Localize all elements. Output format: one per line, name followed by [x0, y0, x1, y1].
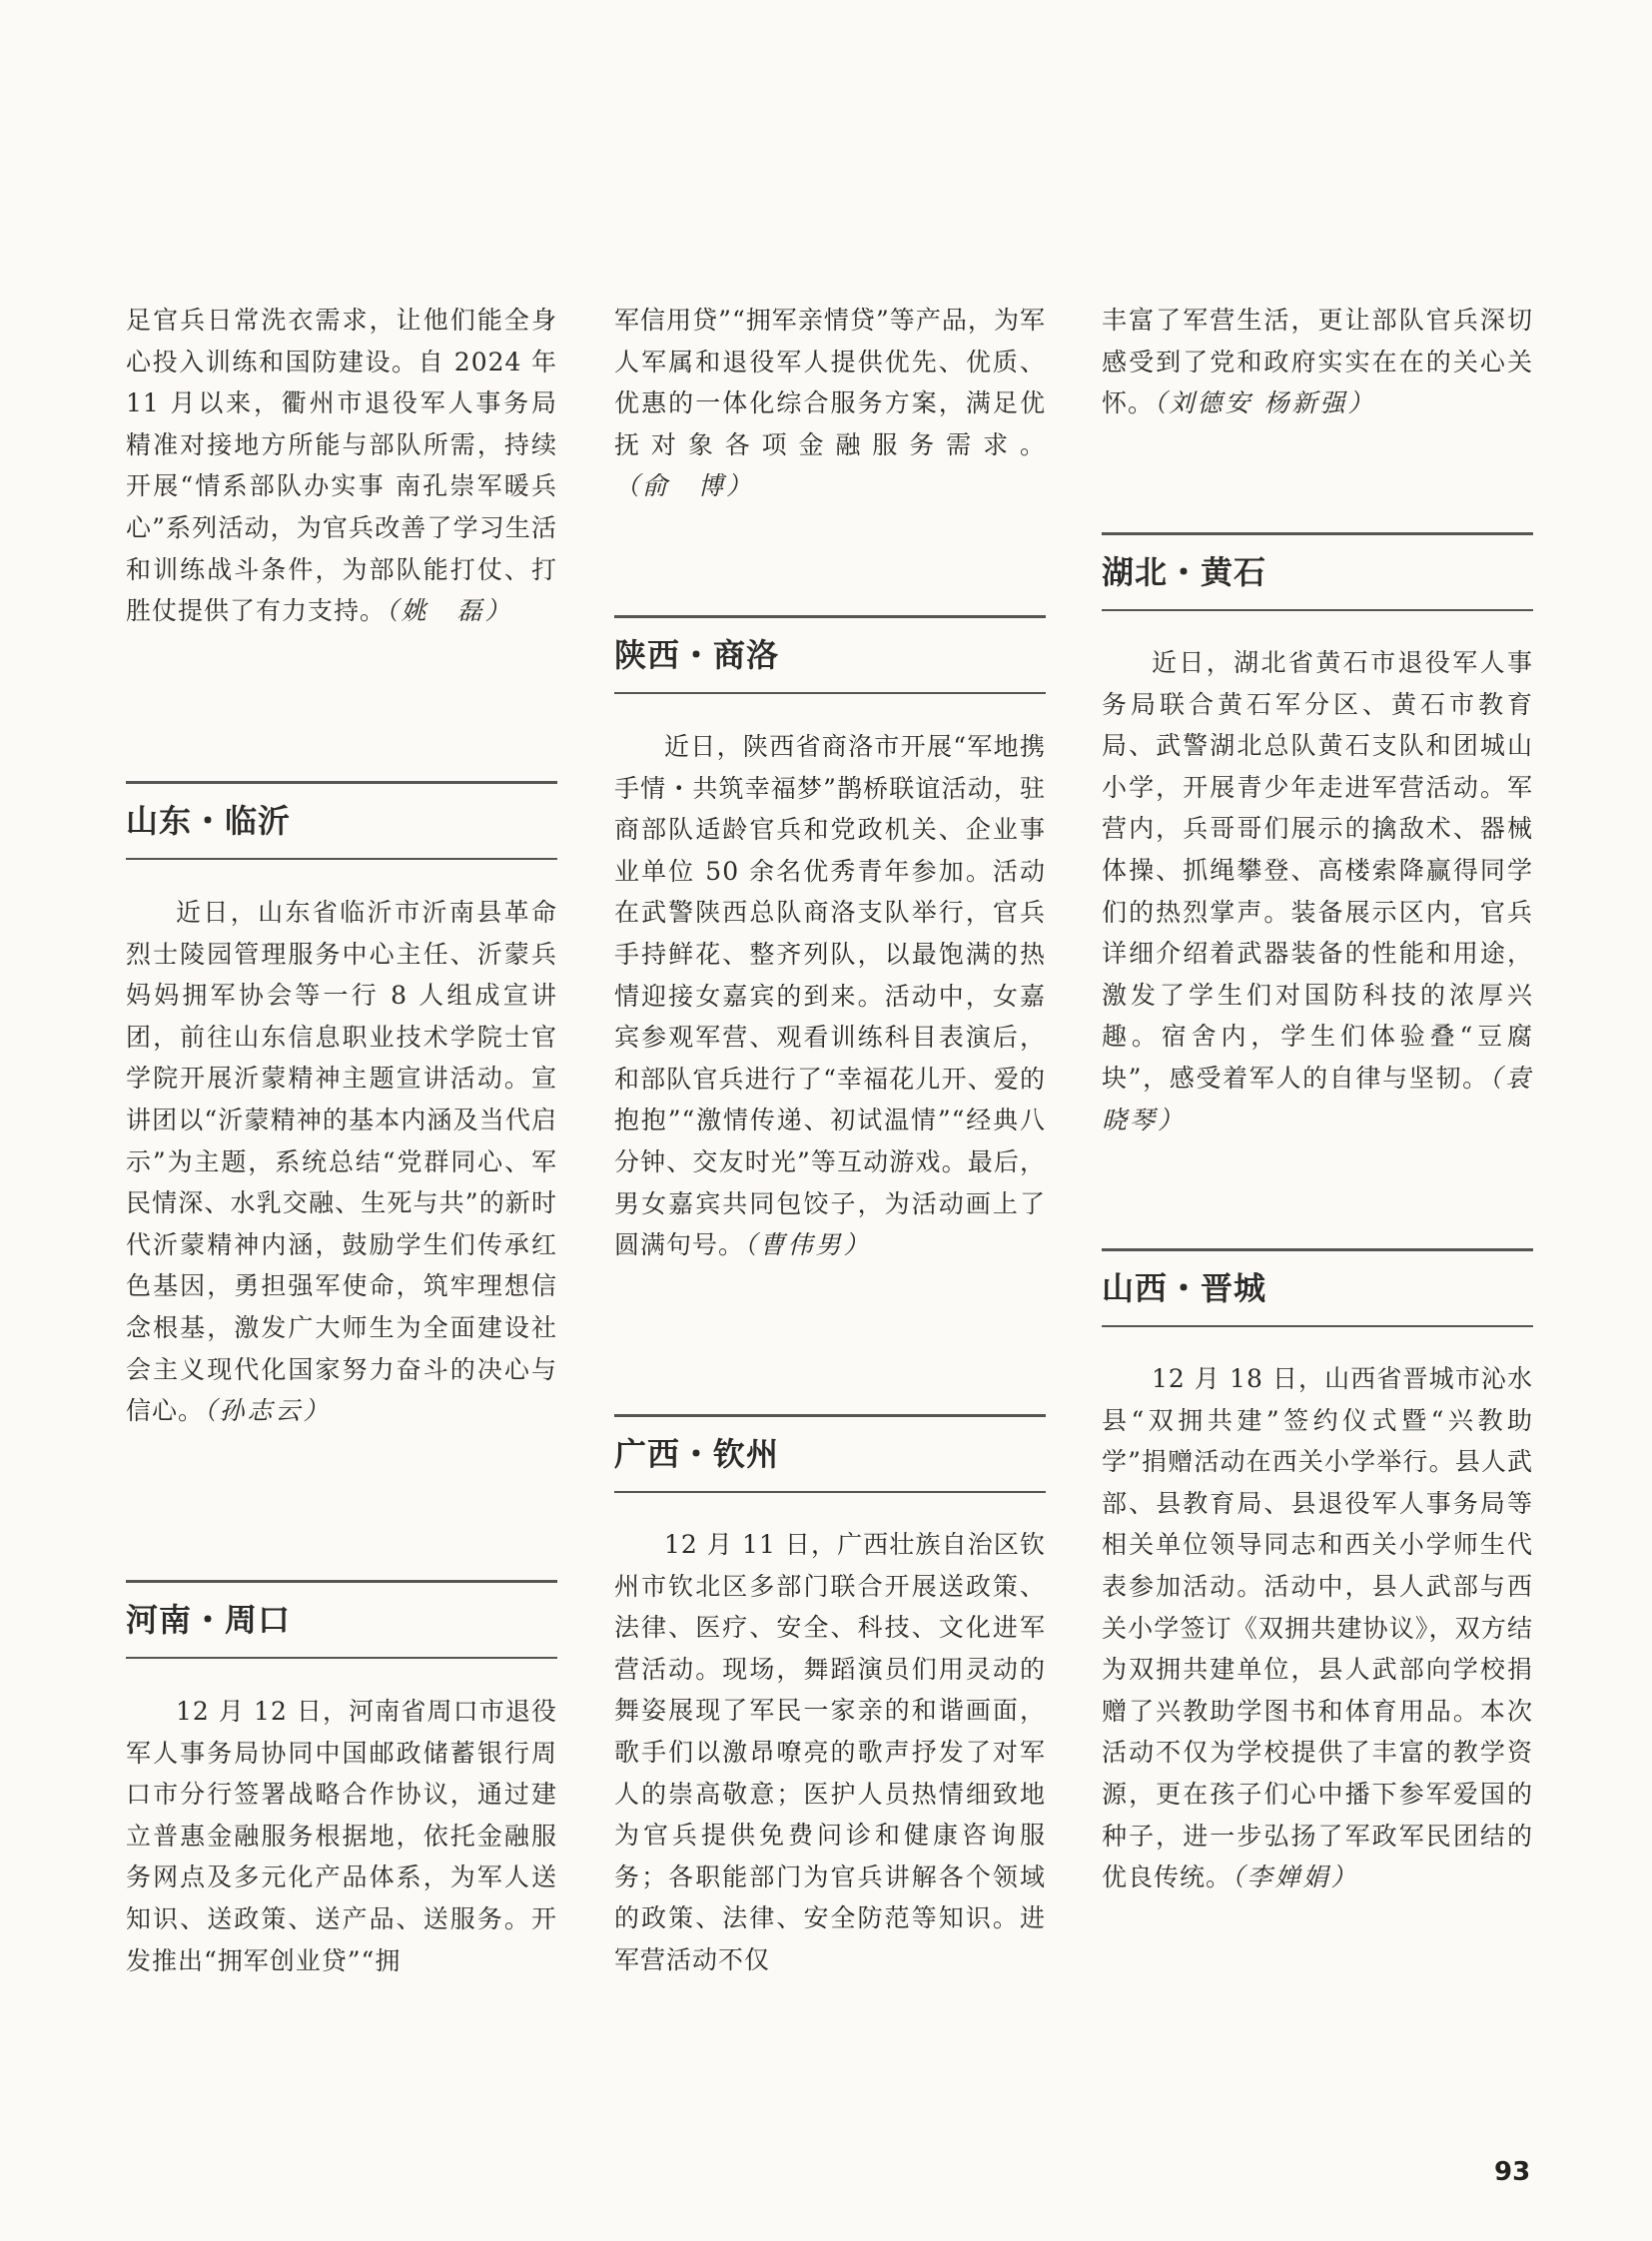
author-byline: （俞 博） [614, 471, 755, 501]
section-shanxi [1102, 1248, 1533, 1327]
section-heading: 广西・钦州 [614, 1435, 780, 1473]
article-text: 丰富了军营生活，更让部队官兵深切感受到了党和政府实实在在的关心关怀。（刘德安 杨新强） [1102, 306, 1533, 418]
section-rule-bottom [126, 1657, 557, 1659]
section-hubei [1102, 532, 1533, 611]
section-shandong [126, 781, 557, 860]
article-text: 12 月 11 日，广西壮族自治区钦州市钦北区多部门联合开展送政策、法律、医疗、安全、科技、文化进军营活动。现场，舞蹈演员们用灵动的舞姿展现了军民一家亲的和谐画面，歌手们以激昂嘹亮的歌声抒发了对军人的崇高敬意；医护人员热情细致地为官兵提供免费问诊和健康咨询服务；各职能部门为官兵讲解各个领域的政策、法律、安全防范等知识。进军营活动不仅 [614, 1530, 1046, 1974]
section-heading: 湖北・黄石 [1102, 553, 1267, 591]
article-text: 12 月 18 日，山西省晋城市沁水县“双拥共建”签约仪式暨“兴教助学”捐赠活动在西关小学举行。县人武部、县教育局、县退役军人事务局等相关单位领导同志和西关小学师生代表参加活动。活动中，县人武部与西关小学签订《双拥共建协议》，双方结为双拥共建单位，县人武部向学校捐赠了兴教助学图书和体育用品。本次活动不仅为学校提供了丰富的教学资源，更在孩子们心中播下参军爱国的种子，进一步弘扬了军政军民团结的优良传统。（李婵娟） [1102, 1364, 1533, 1892]
section-shanxi-body [1102, 1358, 1533, 1898]
col3-guangxi-cont [1102, 300, 1533, 424]
section-shaanxi [614, 615, 1046, 694]
author-byline: （刘德安 杨新强） [1154, 388, 1376, 418]
col1-intro [126, 300, 557, 632]
section-guangxi [614, 1414, 1046, 1493]
article-text: 12 月 12 日，河南省周口市退役军人事务局协同中国邮政储蓄银行周口市分行签署战略合作协议，通过建立普惠金融服务根据地，依托金融服务网点及多元化产品体系，为军人送知识、送政策、送产品、送服务。开发推出“拥军创业贷”“拥 [126, 1697, 557, 1975]
section-shandong-body [126, 892, 557, 1432]
section-heading: 山东・临沂 [126, 802, 292, 840]
section-shaanxi-body [614, 726, 1046, 1266]
page-number: 93 [1494, 2157, 1531, 2187]
author-byline: （孙志云） [204, 1396, 332, 1426]
author-byline: （姚 磊） [386, 596, 513, 626]
section-heading: 陕西・商洛 [614, 636, 780, 674]
section-rule-bottom [614, 1491, 1046, 1493]
section-guangxi-body [614, 1524, 1046, 1981]
author-byline: （袁晓琴） [1102, 1063, 1533, 1134]
article-text: 军信用贷”“拥军亲情贷”等产品，为军人军属和退役军人提供优先、优质、优惠的一体化综合服务方案，满足优抚对象各项金融服务需求。（俞 博） [614, 306, 1046, 501]
col2-henan-cont [614, 300, 1046, 507]
section-heading: 河南・周口 [126, 1601, 292, 1639]
article-text: 近日，山东省临沂市沂南县革命烈士陵园管理服务中心主任、沂蒙兵妈妈拥军协会等一行 8 人组成宣讲团，前往山东信息职业技术学院士官学院开展沂蒙精神主题宣讲活动。宣讲团以“沂蒙精神的基本内涵及当代启示”为主题，系统总结“党群同心、军民情深、水乳交融、生死与共”的新时代沂蒙精神内涵，鼓励学生们传承红色基因，勇担强军使命，筑牢理想信念根基，激发广大师生为全面建设社会主义现代化国家努力奋斗的决心与信心。（孙志云） [126, 898, 557, 1426]
article-text: 近日，湖北省黄石市退役军人事务局联合黄石军分区、黄石市教育局、武警湖北总队黄石支队和团城山小学，开展青少年走进军营活动。军营内，兵哥哥们展示的擒敌术、器械体操、抓绳攀登、高楼索降赢得同学们的热烈掌声。装备展示区内，官兵详细介绍着武器装备的性能和用途，激发了学生们对国防科技的浓厚兴趣。宿舍内，学生们体验叠“豆腐块”，感受着军人的自律与坚韧。（袁晓琴） [1102, 648, 1533, 1134]
section-henan-body [126, 1691, 557, 1981]
author-byline: （曹伟男） [744, 1230, 872, 1260]
section-heading: 山西・晋城 [1102, 1269, 1267, 1307]
section-henan [126, 1580, 557, 1659]
author-byline: （李婵娟） [1232, 1863, 1359, 1892]
article-text: 足官兵日常洗衣需求，让他们能全身心投入训练和国防建设。自 2024 年 11 月以来，衢州市退役军人事务局精准对接地方所能与部队所需，持续开展“情系部队办实事 南孔崇军暖兵心”系列活动，为官兵改善了学习生活和训练战斗条件，为部队能打仗、打胜仗提供了有力支持。（姚 磊） [126, 306, 557, 626]
article-text: 近日，陕西省商洛市开展“军地携手情・共筑幸福梦”鹊桥联谊活动，驻商部队适龄官兵和党政机关、企业事业单位 50 余名优秀青年参加。活动在武警陕西总队商洛支队举行，官兵手持鲜花、整齐列队，以最饱满的热情迎接女嘉宾的到来。活动中，女嘉宾参观军营、观看训练科目表演后，和部队官兵进行了“幸福花儿开、爱的抱抱”“激情传递、初试温情”“经典八分钟、交友时光”等互动游戏。最后，男女嘉宾共同包饺子，为活动画上了圆满句号。（曹伟男） [614, 732, 1046, 1260]
section-rule-bottom [1102, 1325, 1533, 1327]
section-rule-bottom [126, 858, 557, 860]
section-hubei-body [1102, 642, 1533, 1140]
section-rule-bottom [614, 692, 1046, 694]
section-rule-bottom [1102, 609, 1533, 611]
